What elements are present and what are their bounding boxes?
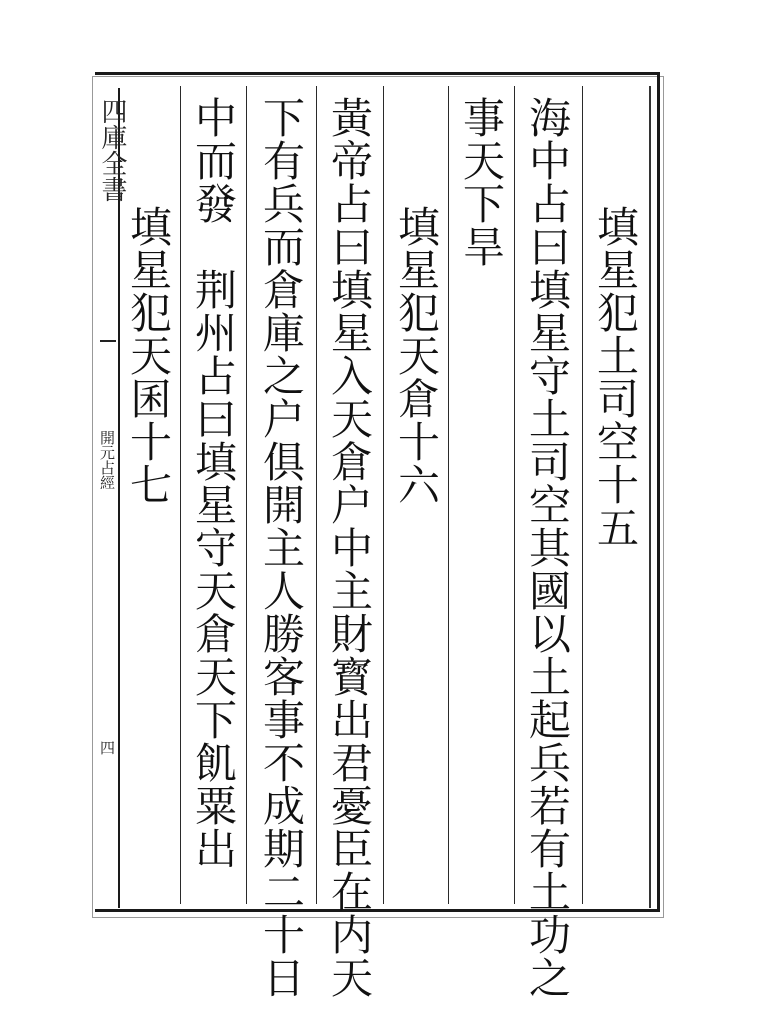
- column-rule: [514, 86, 515, 904]
- margin-strip: [96, 88, 120, 908]
- margin-page-number: 四: [98, 740, 116, 755]
- margin-title: 四庫全書: [97, 98, 127, 202]
- column-rule: [316, 86, 317, 904]
- text-column-6: 下有兵而倉庫之户俱開主人勝客事不成期二十日: [257, 96, 306, 999]
- right-fold-line: [649, 86, 651, 908]
- column-rule: [582, 86, 583, 904]
- margin-fishtail-mark: [100, 340, 116, 342]
- text-column-8: 填星犯天囷十七: [124, 205, 173, 506]
- column-rule: [180, 86, 181, 904]
- text-column-5: 黃帝占曰填星入天倉户中主財寳出君憂臣在内天: [325, 96, 374, 999]
- margin-book-title: 開元占經: [98, 430, 116, 490]
- column-rule: [383, 86, 384, 904]
- column-rule: [246, 86, 247, 904]
- text-column-3: 事天下旱: [457, 96, 506, 268]
- text-column-2: 海中占曰填星守土司空其國以土起兵若有土功之: [523, 96, 572, 999]
- text-column-7: 中而發 荆州占曰填星守天倉天下飢粟出: [189, 96, 238, 870]
- text-column-1: 填星犯土司空十五: [591, 205, 640, 549]
- column-rule: [448, 86, 449, 904]
- text-column-4: 填星犯天倉十六: [392, 205, 441, 506]
